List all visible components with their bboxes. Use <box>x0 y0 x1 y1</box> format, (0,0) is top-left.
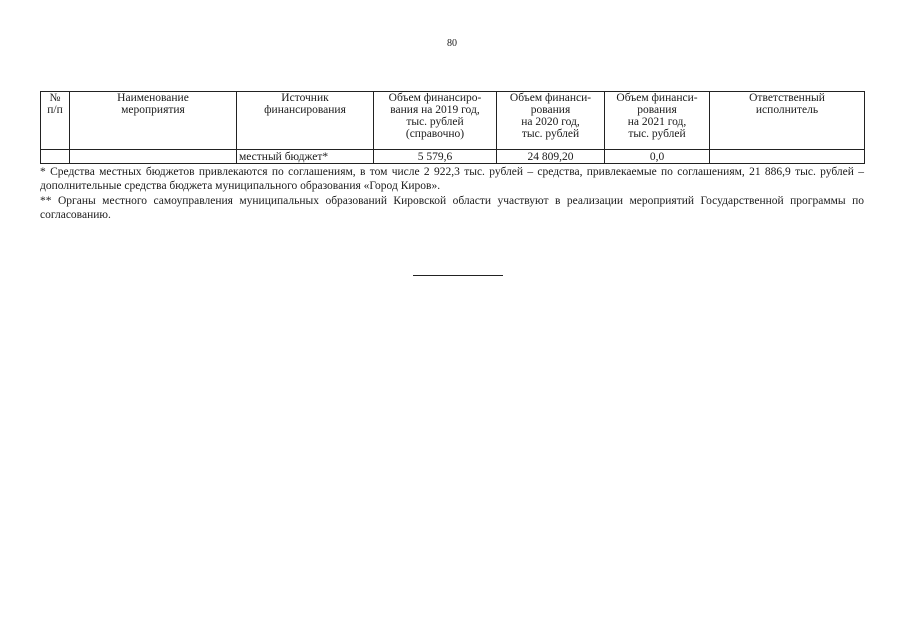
cell-executor <box>710 150 865 164</box>
footnote-2: ** Органы местного самоуправления муниципальных образований Кировской области участвуют в реализации мероприятий Государственной программы по согласованию. <box>40 195 864 221</box>
cell-funding-source: местный бюджет* <box>237 150 374 164</box>
header-funding-source: Источник финансирования <box>237 92 374 150</box>
header-executor: Ответственный исполнитель <box>710 92 865 150</box>
table-header-row <box>41 92 865 150</box>
cell-funding-2019: 5 579,6 <box>374 150 497 164</box>
header-event-name: Наименование мероприятия <box>70 92 237 150</box>
page-number: 80 <box>447 38 457 49</box>
cell-funding-2020: 24 809,20 <box>497 150 605 164</box>
end-divider <box>413 275 503 276</box>
header-funding-2021: Объем финанси- рования на 2021 год, тыс. рублей <box>605 92 710 150</box>
cell-event-name <box>70 150 237 164</box>
cell-funding-2021: 0,0 <box>605 150 710 164</box>
header-funding-2020: Объем финанси- рования на 2020 год, тыс. рублей <box>497 92 605 150</box>
funding-table <box>40 91 865 164</box>
header-number: № п/п <box>41 92 70 150</box>
footnotes <box>40 166 864 224</box>
cell-number <box>41 150 70 164</box>
footnote-1: * Средства местных бюджетов привлекаются по соглашениям, в том числе 2 922,3 тыс. рублей – средства, привлекаемые по соглашениям, 21 886,9 тыс. рублей – дополнительные средства бюджета муниципального образования «Город Киров». <box>40 166 864 192</box>
table-row <box>41 150 865 164</box>
header-funding-2019: Объем финансиро- вания на 2019 год, тыс. рублей (справочно) <box>374 92 497 150</box>
